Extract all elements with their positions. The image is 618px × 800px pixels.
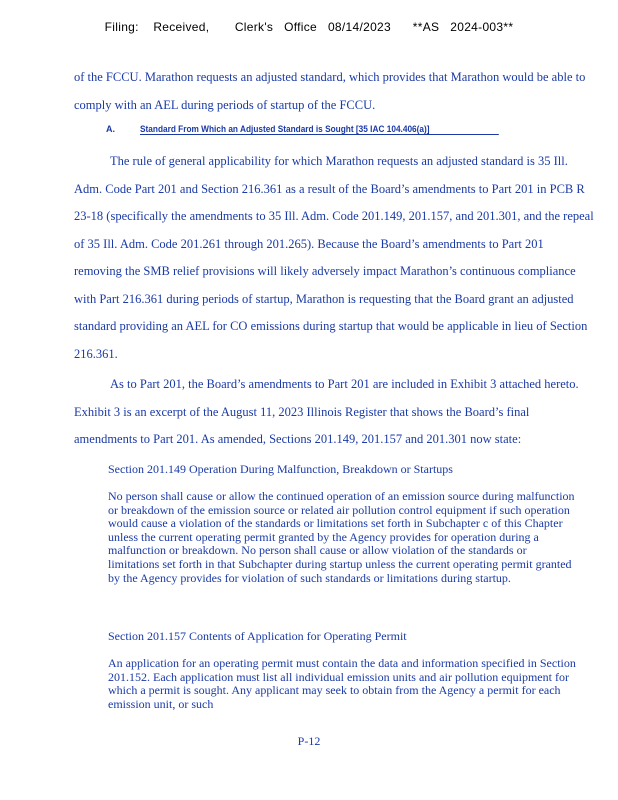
section-201-157-text: An application for an operating permit must contain the data and information specified in Section 201.152. Each application must list all individual emission units and air pollution equipment for which a permit is sought. Any applicant may seek to obtain from the Agency a permit for each emission unit, or such bbox=[108, 656, 576, 711]
paragraph-exhibit: As to Part 201, the Board’s amendments to Part 201 are included in Exhibit 3 attached hereto. Exhibit 3 is an excerpt of the August 11, 2023 Illinois Register that shows the Board’s final amendments to Part 201. As amended, Sections 201.149, 201.157 and 201.301 now state: bbox=[74, 377, 579, 446]
section-201-149-text: No person shall cause or allow the continued operation of an emission source during malfunction or breakdown of the emission source or related air pollution control equipment if such operation would cause a violation of the standards or limitations set forth in Subchapter c of this Chapter unless the current operating permit granted by the Agency provides for operation during a malfunction or breakdown. No person shall cause or allow violation of the standards or limitations set forth in that Subchapter during startup unless the current operating permit granted by the Agency provides for violation of such standards or limitations during startup. bbox=[108, 489, 575, 585]
page-number: P-12 bbox=[297, 734, 321, 748]
paragraph-intro: of the FCCU. Marathon requests an adjusted standard, which provides that Marathon would be able to comply with an AEL during periods of startup of the FCCU. bbox=[74, 70, 586, 112]
section-heading-title: Standard From Which an Adjusted Standard is Sought [35 IAC 104.406(a)] bbox=[140, 124, 499, 135]
section-heading bbox=[106, 124, 530, 135]
section-201-157-title: Section 201.157 Contents of Application for Operating Permit bbox=[108, 629, 407, 643]
section-letter: A. bbox=[106, 124, 115, 134]
paragraph-rule: The rule of general applicability for which Marathon requests an adjusted standard is 35 Ill. Adm. Code Part 201 and Section 216.361 as a result of the Board’s amendments to Part 201 in PCB R 23-18 (specifically the amendments to 35 Ill. Adm. Code 201.149, 201.157, and 201.301, and the repeal of 35 Ill. Adm. Code 201.261 through 201.265). Because the Board’s amendments to Part 201 removing the SMB relief provisions will likely adversely impact Marathon’s continuous compliance with Part 216.361 during periods of startup, Marathon is requesting that the Board grant an adjusted standard providing an AEL for CO emissions during startup that would be applicable in lieu of Section 216.361. bbox=[74, 154, 594, 361]
filing-header: Filing: Received, Clerk's Office 08/14/2023 **AS 2024-003** bbox=[104, 20, 514, 34]
section-201-149-title: Section 201.149 Operation During Malfunction, Breakdown or Startups bbox=[108, 462, 453, 476]
